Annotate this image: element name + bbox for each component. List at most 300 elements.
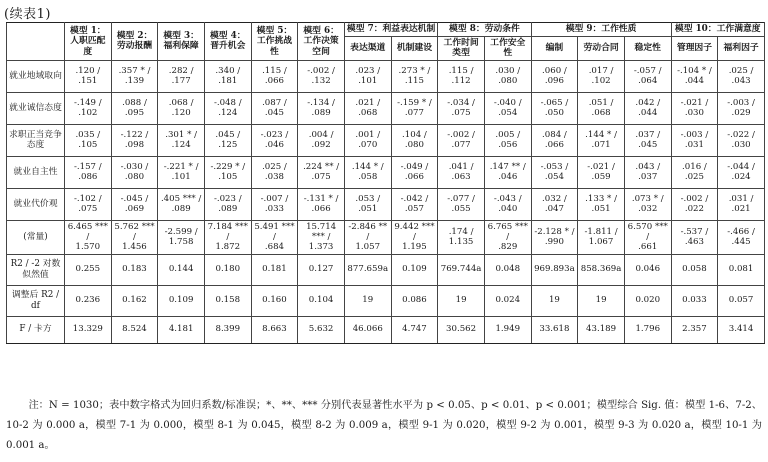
stat-cell: 1.796 [624, 316, 671, 343]
standard-error: .181 [218, 76, 238, 87]
row-label: 就业自主性 [7, 156, 65, 188]
coefficient: .120 / [75, 65, 101, 76]
standard-error: .098 [124, 140, 145, 151]
standard-error: .089 [171, 204, 191, 215]
stat-cell: 30.562 [438, 316, 485, 343]
standard-error: .661 [638, 242, 658, 253]
table-cell [624, 124, 671, 156]
table-cell [391, 220, 438, 254]
table-cell [438, 188, 485, 220]
stat-cell: 969.893a [531, 254, 578, 285]
coefficient: -.053 / [540, 161, 569, 172]
coefficient: .115 / [448, 65, 474, 76]
stat-cell: 0.058 [671, 254, 718, 285]
submodel-header: 工作安全性 [484, 36, 531, 60]
coefficient: .025 / [728, 65, 754, 76]
table-cell [671, 60, 718, 92]
coefficient: -.102 / [73, 193, 102, 204]
table-cell [391, 124, 438, 156]
table-cell [578, 188, 625, 220]
table-cell [298, 60, 345, 92]
coefficient: .282 / [168, 65, 194, 76]
table-row [7, 124, 765, 156]
table-cell [624, 60, 671, 92]
standard-error: .038 [264, 172, 285, 183]
standard-error: .044 [684, 76, 704, 87]
standard-error: .077 [404, 108, 424, 119]
stat-cell: 19 [438, 285, 485, 316]
stat-cell: 19 [344, 285, 391, 316]
standard-error: .125 [218, 140, 238, 151]
stat-cell: 877.659a [344, 254, 391, 285]
table-cell [344, 124, 391, 156]
table-cell [671, 188, 718, 220]
table-cell [718, 156, 765, 188]
table-cell [484, 156, 531, 188]
standard-error: .092 [311, 140, 331, 151]
standard-error: .124 [171, 140, 191, 151]
table-cell [531, 92, 578, 124]
stat-cell: 0.158 [204, 285, 251, 316]
coefficient: -.229 * / [210, 161, 246, 172]
model-7-header: 模型 7：利益表达机制 [344, 23, 437, 37]
stat-cell: 0.180 [204, 254, 251, 285]
coefficient: -.221 * / [163, 161, 199, 172]
table-cell [251, 60, 298, 92]
standard-error: .059 [591, 172, 611, 183]
coefficient: .045 / [215, 129, 241, 140]
standard-error: .445 [731, 237, 751, 248]
coefficient: .340 / [215, 65, 241, 76]
coefficient: -.021 / [680, 97, 709, 108]
row-label: 求职正当竞争态度 [7, 124, 65, 156]
standard-error: .077 [451, 140, 471, 151]
submodel-header: 管理因子 [671, 36, 718, 60]
model-9-header: 模型 9：工作性质 [531, 23, 671, 37]
submodel-header: 福利因子 [718, 36, 765, 60]
coefficient: -.131 * / [303, 193, 339, 204]
coefficient: .037 / [635, 129, 661, 140]
coefficient: .224 ** / [303, 161, 340, 172]
model-6-header: 模型 6：工作决策空间 [298, 23, 345, 61]
row-label: 就业诚信态度 [7, 92, 65, 124]
table-cell [344, 92, 391, 124]
table-cell [298, 156, 345, 188]
table-cell [111, 92, 158, 124]
standard-error: .080 [124, 172, 145, 183]
standard-error: .055 [451, 204, 471, 215]
stat-cell: 1.949 [484, 316, 531, 343]
standard-error: .045 [638, 140, 658, 151]
stat-cell: 3.414 [718, 316, 765, 343]
table-cell [578, 92, 625, 124]
standard-error: .024 [731, 172, 751, 183]
stat-cell: 0.183 [111, 254, 158, 285]
standard-error: .021 [731, 204, 751, 215]
stat-cell: 19 [531, 285, 578, 316]
coefficient: .115 / [262, 65, 287, 76]
standard-error: .120 [171, 108, 191, 119]
table-cell [531, 156, 578, 188]
stat-row [7, 254, 765, 285]
table-cell [484, 220, 531, 254]
stat-cell: 8.399 [204, 316, 251, 343]
coefficient: .023 / [355, 65, 381, 76]
standard-error: .096 [544, 76, 564, 87]
table-cell [391, 156, 438, 188]
table-cell [578, 156, 625, 188]
coefficient: -.002 / [680, 193, 709, 204]
standard-error: .463 [684, 237, 704, 248]
coefficient: -.159 * / [397, 97, 432, 108]
standard-error: .054 [498, 108, 518, 119]
table-cell [344, 156, 391, 188]
table-cell [65, 60, 112, 92]
coefficient: .405 *** / [160, 193, 202, 204]
coefficient: -.040 / [493, 97, 522, 108]
stat-cell: 858.369a [578, 254, 625, 285]
coefficient: .004 / [308, 129, 334, 140]
table-cell [484, 92, 531, 124]
coefficient: .041 / [448, 161, 474, 172]
table-cell [111, 60, 158, 92]
stat-cell: 0.160 [251, 285, 298, 316]
coefficient: .043 / [635, 161, 661, 172]
standard-error: .068 [358, 108, 378, 119]
table-cell [158, 92, 205, 124]
standard-error: .046 [264, 140, 285, 151]
stat-cell: 4.181 [158, 316, 205, 343]
standard-error: .044 [638, 108, 658, 119]
table-cell [484, 188, 531, 220]
coefficient: .035 / [75, 129, 101, 140]
table-cell [438, 220, 485, 254]
table-cell [65, 124, 112, 156]
standard-error: .054 [544, 172, 564, 183]
table-cell [624, 220, 671, 254]
coefficient: -.007 / [260, 193, 289, 204]
submodel-header: 工作时间类型 [438, 36, 485, 60]
coefficient: .073 * / [631, 193, 664, 204]
table-cell [344, 60, 391, 92]
coefficient: -.104 * / [677, 65, 712, 76]
stat-cell: 0.033 [671, 285, 718, 316]
standard-error: .105 [218, 172, 238, 183]
table-cell [531, 60, 578, 92]
coefficient: -.002 / [447, 129, 475, 140]
table-row [7, 156, 765, 188]
coefficient: .031 / [728, 193, 754, 204]
coefficient: .144 * / [585, 129, 617, 140]
coefficient: .087 / [262, 97, 287, 108]
standard-error: .066 [264, 76, 285, 87]
coefficient: .357 * / [118, 65, 151, 76]
standard-error: .095 [124, 108, 145, 119]
stat-cell: 0.046 [624, 254, 671, 285]
table-cell [204, 124, 251, 156]
coefficient: -.466 / [727, 226, 755, 237]
coefficient: -.122 / [120, 129, 149, 140]
standard-error: .990 [544, 237, 564, 248]
stat-row [7, 285, 765, 316]
table-cell [111, 220, 158, 254]
table-cell [391, 188, 438, 220]
table-cell [624, 92, 671, 124]
model-5-header: 模型 5：工作挑战性 [251, 23, 298, 61]
standard-error: 1.758 [168, 237, 194, 248]
stat-cell: 0.162 [111, 285, 158, 316]
standard-error: .066 [404, 172, 424, 183]
standard-error: .089 [218, 204, 238, 215]
table-cell [251, 92, 298, 124]
table-cell [298, 220, 345, 254]
stat-cell: 19 [578, 285, 625, 316]
coefficient: .084 / [542, 129, 567, 140]
coefficient: -.157 / [73, 161, 102, 172]
coefficient: 6.570 *** / [627, 221, 668, 242]
table-cell [718, 60, 765, 92]
submodel-header: 劳动合同 [578, 36, 625, 60]
coefficient: 7.184 *** / [207, 221, 248, 242]
table-cell [438, 92, 485, 124]
table-cell [624, 156, 671, 188]
standard-error: .102 [591, 76, 611, 87]
stat-cell: 0.109 [391, 254, 438, 285]
standard-error: .040 [498, 204, 518, 215]
coefficient: -.149 / [73, 97, 102, 108]
coefficient: .053 / [355, 193, 381, 204]
row-label: R2 / -2 对数似然值 [7, 254, 65, 285]
stat-cell: 5.632 [298, 316, 345, 343]
regression-table [6, 22, 765, 344]
coefficient: .133 * / [585, 193, 617, 204]
table-cell [298, 188, 345, 220]
coefficient: -.134 / [307, 97, 335, 108]
table-cell [531, 188, 578, 220]
coefficient: -.002 / [307, 65, 335, 76]
stat-cell: 0.024 [484, 285, 531, 316]
coefficient: .088 / [122, 97, 147, 108]
table-cell [344, 188, 391, 220]
stat-cell: 13.329 [65, 316, 112, 343]
table-cell [578, 220, 625, 254]
table-row [7, 188, 765, 220]
table-cell [204, 188, 251, 220]
standard-error: .151 [78, 76, 98, 87]
stat-cell: 0.057 [718, 285, 765, 316]
row-label: 调整后 R2 / df [7, 285, 65, 316]
table-cell [158, 220, 205, 254]
coefficient: .060 / [542, 65, 567, 76]
standard-error: .031 [684, 140, 704, 151]
table-cell [718, 124, 765, 156]
table-cell [391, 60, 438, 92]
standard-error: 1.195 [402, 242, 427, 253]
standard-error: .080 [404, 140, 424, 151]
coefficient: -2.128 * / [534, 226, 575, 237]
corner-cell [7, 23, 65, 61]
standard-error: .030 [731, 140, 751, 151]
submodel-header: 机制建设 [391, 36, 438, 60]
table-body [7, 60, 765, 343]
table-cell [158, 156, 205, 188]
table-cell [671, 92, 718, 124]
coefficient: .001 / [355, 129, 381, 140]
standard-error: .051 [591, 204, 611, 215]
coefficient: .025 / [262, 161, 287, 172]
model-10-header: 模型 10：工作满意度 [671, 23, 764, 37]
table-cell [158, 60, 205, 92]
stat-cell: 0.104 [298, 285, 345, 316]
table-cell [158, 124, 205, 156]
coefficient: -.042 / [400, 193, 429, 204]
coefficient: .021 / [355, 97, 381, 108]
standard-error: 1.570 [75, 242, 101, 253]
standard-error: .075 [451, 108, 471, 119]
standard-error: .051 [358, 204, 378, 215]
standard-error: .047 [544, 204, 564, 215]
table-cell [671, 156, 718, 188]
coefficient: .030 / [495, 65, 521, 76]
stat-cell: 43.189 [578, 316, 625, 343]
coefficient: -.030 / [120, 161, 149, 172]
table-cell [204, 92, 251, 124]
coefficient: .017 / [588, 65, 614, 76]
table-cell [531, 220, 578, 254]
standard-error: .080 [498, 76, 518, 87]
standard-error: .032 [638, 204, 658, 215]
table-cell [298, 92, 345, 124]
standard-error: .075 [78, 204, 98, 215]
model-3-header: 模型 3：福利保障 [158, 23, 205, 61]
table-cell [391, 92, 438, 124]
standard-error: .030 [684, 108, 704, 119]
coefficient: .005 / [495, 129, 521, 140]
standard-error: .068 [591, 108, 611, 119]
table-cell [578, 60, 625, 92]
continued-label: (续表1) [4, 7, 51, 22]
stat-cell: 0.255 [65, 254, 112, 285]
stat-cell: 0.086 [391, 285, 438, 316]
table-cell [251, 156, 298, 188]
coefficient: 15.714 *** / [306, 221, 337, 242]
table-cell [671, 124, 718, 156]
table-cell [531, 124, 578, 156]
table-cell [158, 188, 205, 220]
standard-error: .050 [544, 108, 564, 119]
model-8-header: 模型 8：劳动条件 [438, 23, 531, 37]
stat-cell: 0.048 [484, 254, 531, 285]
table-cell [484, 124, 531, 156]
coefficient: .042 / [635, 97, 661, 108]
standard-error: .066 [311, 204, 331, 215]
standard-error: .043 [731, 76, 751, 87]
coefficient: .051 / [588, 97, 614, 108]
standard-error: 1.067 [588, 237, 614, 248]
table-cell [111, 124, 158, 156]
standard-error: .101 [358, 76, 378, 87]
coefficient: -.023 / [213, 193, 242, 204]
stat-cell: 769.744a [438, 254, 485, 285]
standard-error: .045 [264, 108, 285, 119]
table-cell [65, 220, 112, 254]
stat-cell: 0.081 [718, 254, 765, 285]
coefficient: -2.599 / [164, 226, 198, 237]
standard-error: .069 [124, 204, 145, 215]
row-label: 就业地域取向 [7, 60, 65, 92]
standard-error: .057 [404, 204, 424, 215]
table-row [7, 92, 765, 124]
stat-cell: 2.357 [671, 316, 718, 343]
coefficient: -.048 / [213, 97, 242, 108]
standard-error: .058 [358, 172, 378, 183]
coefficient: -.045 / [120, 193, 149, 204]
stat-cell: 0.020 [624, 285, 671, 316]
standard-error: .075 [311, 172, 331, 183]
table-cell [111, 188, 158, 220]
table-row [7, 220, 765, 254]
table-cell [251, 188, 298, 220]
standard-error: .124 [218, 108, 238, 119]
stat-row [7, 316, 765, 343]
header-row-models [7, 23, 765, 37]
standard-error: .115 [404, 76, 424, 87]
table-cell [65, 92, 112, 124]
standard-error: .086 [78, 172, 98, 183]
coefficient: 9.442 *** / [394, 221, 435, 242]
table-cell [484, 60, 531, 92]
stat-cell: 4.747 [391, 316, 438, 343]
coefficient: -.057 / [633, 65, 662, 76]
table-cell [438, 156, 485, 188]
standard-error: .046 [498, 172, 518, 183]
coefficient: -.049 / [400, 161, 429, 172]
coefficient: .068 / [168, 97, 194, 108]
stat-cell: 0.109 [158, 285, 205, 316]
stat-cell: 0.236 [65, 285, 112, 316]
coefficient: -1.811 / [584, 226, 618, 237]
table-cell [718, 220, 765, 254]
standard-error: .139 [124, 76, 145, 87]
table-cell [624, 188, 671, 220]
standard-error: .033 [264, 204, 285, 215]
standard-error: 1.135 [448, 237, 474, 248]
standard-error: .132 [311, 76, 331, 87]
table-cell [718, 92, 765, 124]
coefficient: -.021 / [587, 161, 615, 172]
submodel-header: 稳定性 [624, 36, 671, 60]
standard-error: .112 [451, 76, 471, 87]
model-1-header: 模型 1：人职匹配度 [65, 23, 112, 61]
coefficient: -.065 / [540, 97, 569, 108]
row-label: (常量) [7, 220, 65, 254]
coefficient: .032 / [542, 193, 567, 204]
table-cell [111, 156, 158, 188]
table-cell [65, 188, 112, 220]
table-row [7, 60, 765, 92]
coefficient: -2.846 ** / [348, 221, 388, 242]
coefficient: .174 / [448, 226, 474, 237]
stat-cell: 0.181 [251, 254, 298, 285]
row-label: F / 卡方 [7, 316, 65, 343]
table-cell [251, 220, 298, 254]
standard-error: 1.373 [308, 242, 334, 253]
coefficient: -.003 / [680, 129, 709, 140]
stat-cell: 0.144 [158, 254, 205, 285]
coefficient: 5.762 *** / [114, 221, 155, 242]
coefficient: 6.765 *** / [487, 221, 528, 242]
coefficient: .144 * / [351, 161, 384, 172]
